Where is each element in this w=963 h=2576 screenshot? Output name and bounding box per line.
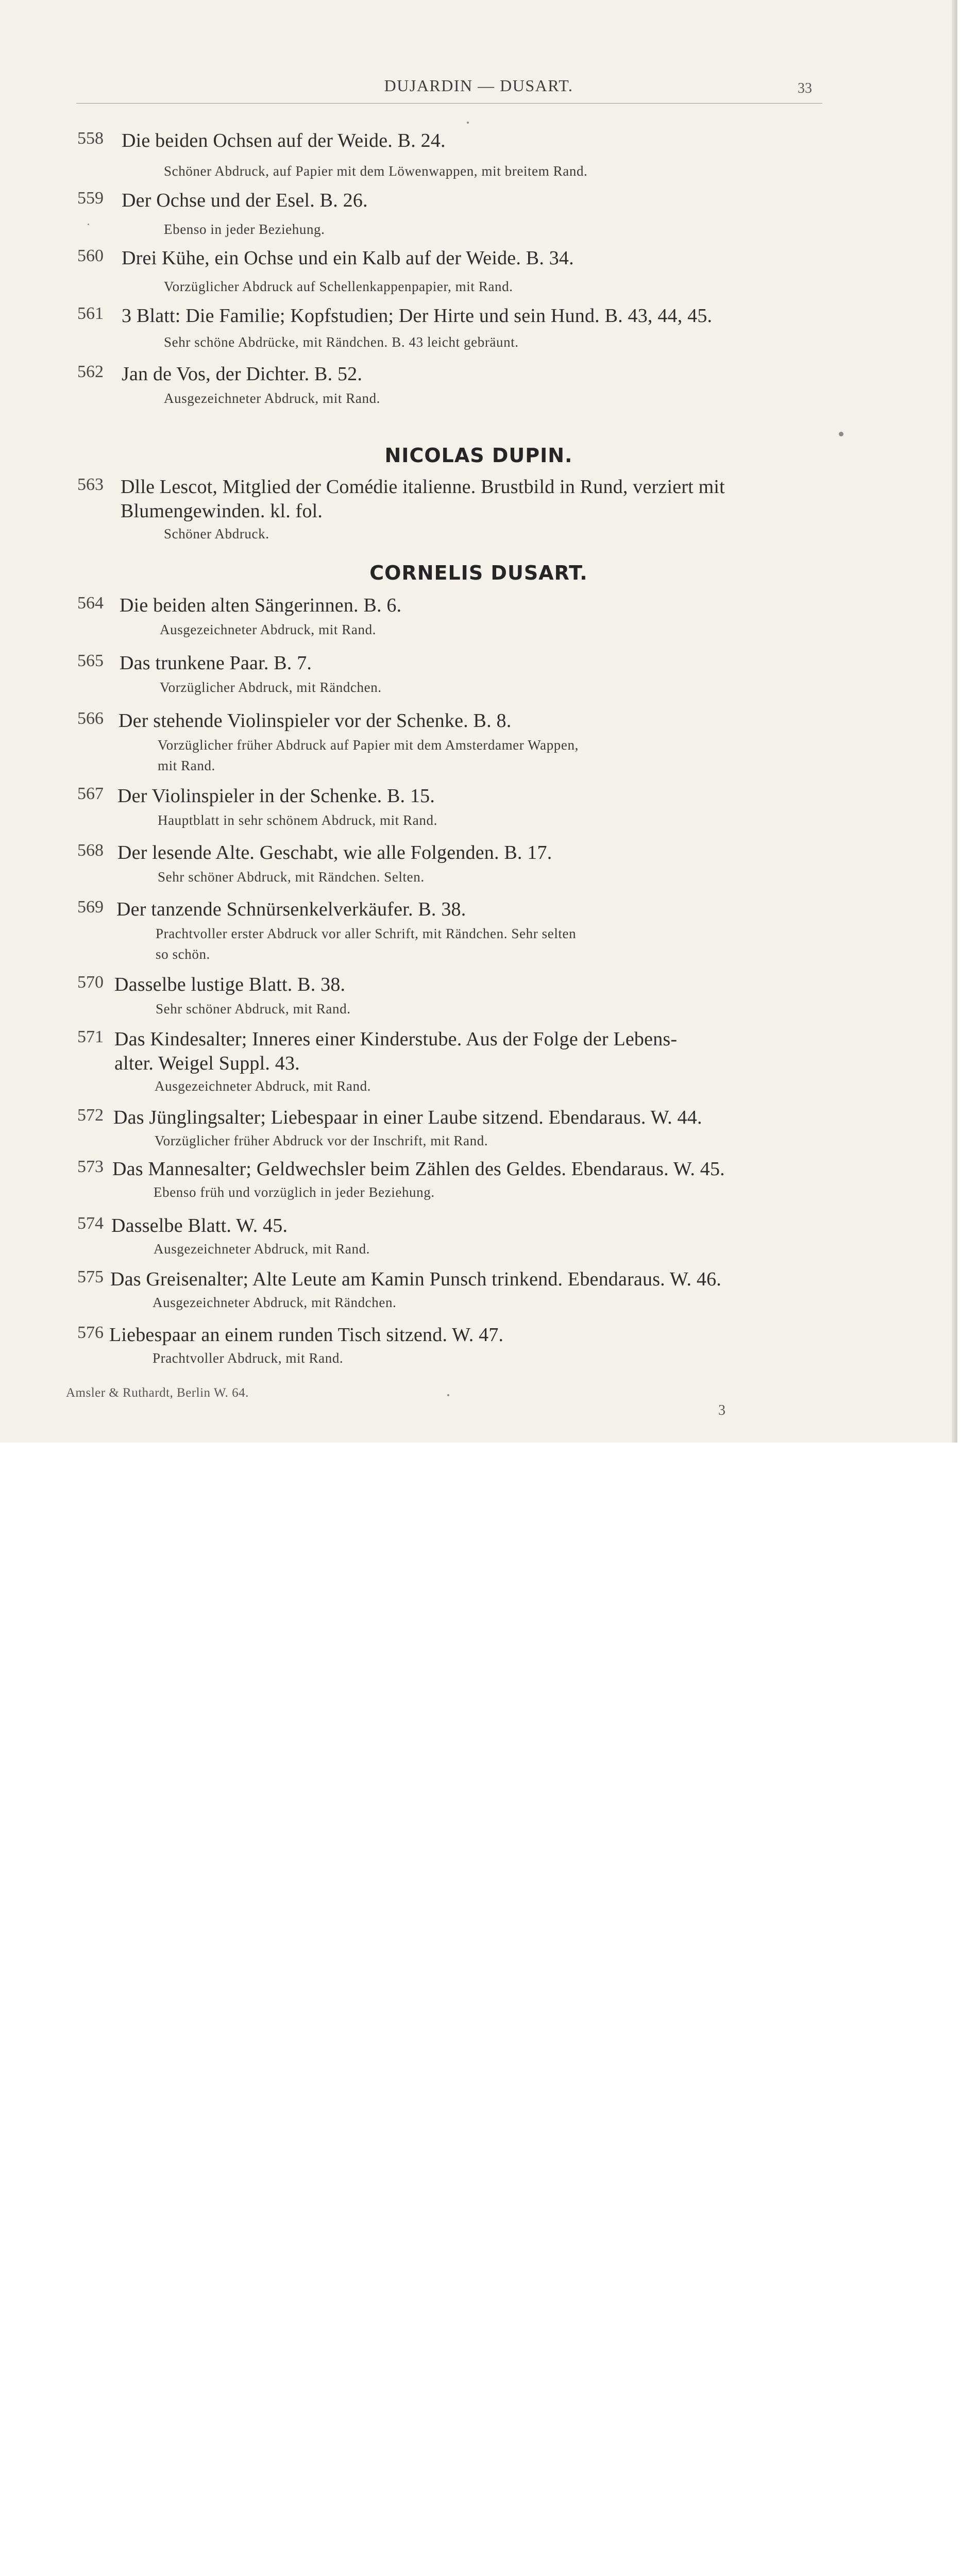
lot-description: Schöner Abdruck, auf Papier mit dem Löwenwappen, mit breitem Rand.: [164, 163, 588, 179]
lot-description: Schöner Abdruck.: [164, 526, 269, 541]
lot-description: Ebenso in jeder Beziehung.: [164, 222, 325, 237]
lot-number: 570: [77, 973, 104, 992]
paper-speck: [839, 432, 843, 436]
lot-description: Prachtvoller Abdruck, mit Rand.: [153, 1350, 344, 1366]
lot-description: Vorzüglicher früher Abdruck vor der Inschrift, mit Rand.: [155, 1133, 488, 1148]
lot-description: Ebenso früh und vorzüglich in jeder Beziehung.: [154, 1184, 435, 1200]
lot-number: 561: [77, 304, 104, 323]
lot-description: Sehr schöne Abdrücke, mit Rändchen. B. 43 leicht gebräunt.: [164, 334, 519, 350]
lot-description: Hauptblatt in sehr schönem Abdruck, mit Rand.: [158, 812, 437, 828]
lot-number: 560: [77, 246, 104, 265]
paper-speck: [88, 224, 89, 225]
lot-number: 563: [77, 475, 104, 494]
lot-number: 562: [77, 362, 104, 381]
lot-description: Sehr schöner Abdruck, mit Rand.: [156, 1001, 351, 1016]
lot-title: Der stehende Violinspieler vor der Schenke. B. 8.: [119, 710, 512, 732]
lot-title: Drei Kühe, ein Ochse und ein Kalb auf der Weide. B. 34.: [122, 247, 574, 269]
digitization-footer: [0, 1443, 963, 1539]
lot-description: Ausgezeichneter Abdruck, mit Rand.: [155, 1078, 371, 1094]
lot-number: 575: [77, 1267, 104, 1286]
lot-number: 572: [77, 1106, 104, 1125]
lot-number: 559: [77, 189, 104, 208]
lot-description: Vorzüglicher Abdruck, mit Rändchen.: [160, 680, 382, 695]
lot-title: Der Ochse und der Esel. B. 26.: [122, 190, 368, 211]
lot-title: Der tanzende Schnürsenkelverkäufer. B. 38.: [116, 899, 466, 920]
lot-title: Das trunkene Paar. B. 7.: [120, 652, 312, 674]
publisher-imprint: Amsler & Ruthardt, Berlin W. 64.: [66, 1386, 249, 1400]
lot-description: Vorzüglicher früher Abdruck auf Papier mit dem Amsterdamer Wappen, mit Rand.: [158, 737, 579, 773]
lot-title: Das Mannesalter; Geldwechsler beim Zählen des Geldes. Ebendaraus. W. 45.: [112, 1158, 725, 1180]
scan-edge: [952, 0, 957, 1443]
lot-title: Die beiden Ochsen auf der Weide. B. 24.: [122, 130, 446, 151]
lot-description: Ausgezeichneter Abdruck, mit Rand.: [154, 1241, 370, 1257]
lot-title: Der Violinspieler in der Schenke. B. 15.: [117, 785, 435, 807]
paper-speck: [467, 122, 469, 124]
lot-number: 571: [77, 1027, 104, 1046]
lot-description: Ausgezeichneter Abdruck, mit Rand.: [164, 391, 381, 406]
lot-number: 576: [77, 1323, 104, 1342]
lot-description: Ausgezeichneter Abdruck, mit Rand.: [160, 622, 377, 637]
lot-title: Das Jünglingsalter; Liebespaar in einer Laube sitzend. Ebendaraus. W. 44.: [113, 1107, 702, 1128]
lot-description: Vorzüglicher Abdruck auf Schellenkappenpapier, mit Rand.: [164, 279, 513, 294]
lot-number: 574: [77, 1214, 104, 1233]
page-number: 33: [798, 80, 812, 96]
lot-number: 569: [77, 897, 104, 917]
lot-number: 567: [77, 784, 104, 803]
lot-number: 564: [77, 594, 104, 613]
lot-title: Liebespaar an einem runden Tisch sitzend. W. 47.: [109, 1324, 504, 1346]
lot-number: 573: [77, 1157, 104, 1176]
signature-mark: 3: [718, 1402, 725, 1418]
lot-number: 558: [77, 129, 104, 148]
paper-speck: [447, 1394, 449, 1396]
lot-description: Prachtvoller erster Abdruck vor aller Schrift, mit Rändchen. Sehr selten so schön.: [156, 926, 577, 962]
running-header: DUJARDIN — DUSART.: [384, 76, 573, 95]
lot-title: Das Kindesalter; Inneres einer Kinderstube. Aus der Folge der Lebens- alter. Weigel Suppl. 43.: [114, 1028, 678, 1074]
section-heading-dusart: CORNELIS DUSART.: [369, 562, 588, 584]
lot-title: Die beiden alten Sängerinnen. B. 6.: [120, 595, 402, 616]
lot-description: Sehr schöner Abdruck, mit Rändchen. Selten.: [158, 869, 425, 885]
lot-title: Jan de Vos, der Dichter. B. 52.: [122, 363, 363, 385]
lot-title: Dasselbe lustige Blatt. B. 38.: [114, 974, 346, 995]
lot-title: 3 Blatt: Die Familie; Kopfstudien; Der Hirte und sein Hund. B. 43, 44, 45.: [122, 305, 713, 327]
lot-title: Dlle Lescot, Mitglied der Comédie italienne. Brustbild in Rund, verziert mit Blumengewinden. kl. fol.: [121, 476, 725, 522]
lot-number: 565: [77, 651, 104, 670]
lot-title: Der lesende Alte. Geschabt, wie alle Folgenden. B. 17.: [117, 842, 552, 863]
lot-number: 566: [77, 709, 104, 728]
lot-title: Dasselbe Blatt. W. 45.: [111, 1215, 288, 1236]
lot-number: 568: [77, 841, 104, 860]
lot-title: Das Greisenalter; Alte Leute am Kamin Punsch trinkend. Ebendaraus. W. 46.: [110, 1268, 721, 1290]
lot-description: Ausgezeichneter Abdruck, mit Rändchen.: [153, 1295, 397, 1310]
section-heading-dupin: NICOLAS DUPIN.: [384, 444, 573, 467]
header-rule: [76, 103, 822, 104]
